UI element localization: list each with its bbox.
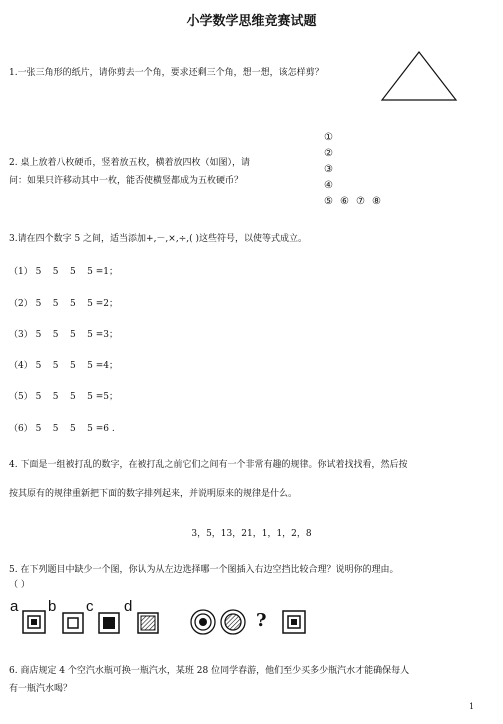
equation-rhs: =1； [95,267,118,277]
option-c-figure [98,612,120,634]
question-3-text: 3.请在四个数字 5 之间，适当添加+,－,×,÷,( )这些符号，以使等式成立。 [9,234,307,244]
equation-3 [9,327,118,340]
equation-rhs: =5； [95,392,118,402]
option-b-label: b [48,598,57,615]
equation-6 [9,421,115,434]
equation-numbers: 5 5 5 5 [35,392,93,402]
question-6-line-1: 6. 商店规定 4 个空汽水瓶可换一瓶汽水，某班 28 位同学春游，他们至少买多少瓶汽水才能确保每人 [9,666,410,676]
coin-2: ② [324,148,333,159]
coin-4: ④ [324,180,333,191]
equation-label: （5） [9,392,33,402]
question-4-line-2: 按其原有的规律重新把下面的数字排列起来，并说明原来的规律是什么。 [9,489,298,499]
equation-rhs: =2； [95,299,118,309]
question-4-line-1: 4. 下面是一组被打乱的数字，在被打乱之前它们之间有一个非常有趣的规律。你试着找找看，然后按 [9,460,408,470]
equation-rhs: =4； [95,361,118,371]
equation-label: （1） [9,267,33,277]
page-title: 小学数学思维竞赛试题 [186,14,317,29]
triangle-figure [380,50,458,102]
equation-rhs: =6 . [95,424,115,434]
coin-6: ⑥ [340,196,349,207]
coin-8: ⑧ [372,196,381,207]
coin-7: ⑦ [356,196,365,207]
equation-2 [9,296,118,309]
equation-label: （6） [9,424,33,434]
number-sequence: 3，5，13，21，1，1，2，8 [191,529,312,539]
sequence-figure-2 [220,609,246,635]
page-number: 1 [469,702,475,711]
coin-1: ① [324,132,333,143]
question-2-line-1: 2. 桌上放着八枚硬币，竖着放五枚，横着放四枚（如图），请 [9,158,250,168]
equation-numbers: 5 5 5 5 [35,267,93,277]
sequence-figure-4 [282,610,306,634]
option-d-label: d [124,598,133,615]
equation-5 [9,389,118,402]
option-b-figure [62,612,84,634]
question-5-line-1: 5. 在下列题目中缺少一个图，你认为从左边选择哪一个图插入右边空挡比较合理？说明你的理由。 [9,565,399,575]
equation-numbers: 5 5 5 5 [35,361,93,371]
equation-4 [9,358,118,371]
option-a-figure [22,610,46,634]
equation-label: （3） [9,330,33,340]
coin-5: ⑤ [324,196,333,207]
option-c-label: c [86,598,94,615]
equation-numbers: 5 5 5 5 [35,330,93,340]
equation-label: （2） [9,299,33,309]
option-d-figure [137,612,159,634]
equation-rhs: =3； [95,330,118,340]
question-2-line-2: 问：如果只许移动其中一枚，能否使横竖都成为五枚硬币？ [9,176,244,186]
triangle-shape [382,52,456,100]
equation-1 [9,264,118,277]
answer-blank: （ ） [9,580,30,590]
option-a-label: a [10,598,19,615]
coin-3: ③ [324,164,333,175]
equation-label: （4） [9,361,33,371]
missing-figure-question-mark: ? [256,610,267,631]
sequence-figure-1 [190,609,216,635]
equation-numbers: 5 5 5 5 [35,424,93,434]
equation-numbers: 5 5 5 5 [35,299,93,309]
question-1-text: 1.一张三角形的纸片，请你剪去一个角，要求还剩三个角，想一想，该怎样剪？ [9,68,324,78]
question-6-line-2: 有一瓶汽水喝？ [9,684,73,694]
